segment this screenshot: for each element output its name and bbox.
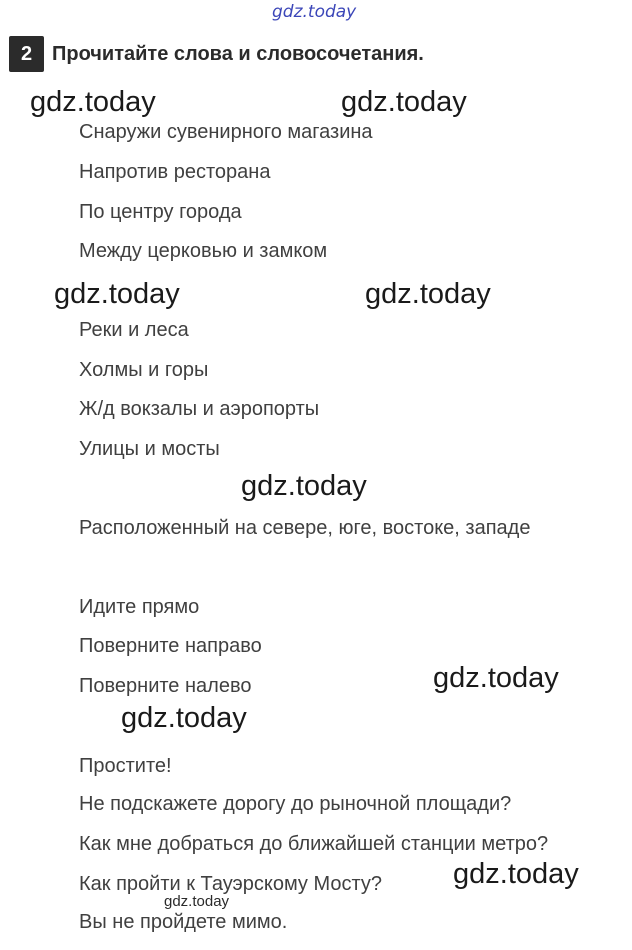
phrase-item: Напротив ресторана bbox=[79, 161, 271, 183]
watermark: gdz.today bbox=[241, 470, 367, 502]
exercise-number-badge: 2 bbox=[9, 36, 44, 72]
watermark: gdz.today bbox=[341, 86, 467, 118]
watermark: gdz.today bbox=[433, 662, 559, 694]
watermark: gdz.today bbox=[365, 278, 491, 310]
watermark: gdz.today bbox=[121, 702, 247, 734]
phrase-item: Простите! bbox=[79, 755, 172, 777]
phrase-item: Расположенный на севере, юге, востоке, западе bbox=[79, 517, 531, 539]
watermark: gdz.today bbox=[30, 86, 156, 118]
phrase-item: Поверните налево bbox=[79, 675, 252, 697]
phrase-item: Между церковью и замком bbox=[79, 240, 328, 262]
phrase-item: Как мне добраться до ближайшей станции метро? bbox=[79, 833, 549, 855]
phrase-item: По центру города bbox=[79, 201, 242, 223]
phrase-item: Поверните направо bbox=[79, 635, 262, 657]
phrase-item: Реки и леса bbox=[79, 319, 189, 341]
watermark: gdz.today bbox=[453, 858, 579, 890]
phrase-item: Идите прямо bbox=[79, 596, 200, 618]
phrase-item: Ж/д вокзалы и аэропорты bbox=[79, 398, 320, 420]
phrase-item: Холмы и горы bbox=[79, 359, 209, 381]
phrase-item: Как пройти к Тауэрскому Мосту? bbox=[79, 873, 382, 895]
small-watermark: gdz.today bbox=[164, 893, 230, 910]
exercise-title: Прочитайте слова и словосочетания. bbox=[52, 43, 424, 65]
phrase-item: Снаружи сувенирного магазина bbox=[79, 121, 373, 143]
top-watermark: gdz.today bbox=[272, 2, 357, 22]
watermark: gdz.today bbox=[54, 278, 180, 310]
phrase-item: Не подскажете дорогу до рыночной площади? bbox=[79, 793, 512, 815]
phrase-item: Вы не пройдете мимо. bbox=[79, 911, 288, 933]
phrase-item: Улицы и мосты bbox=[79, 438, 220, 460]
